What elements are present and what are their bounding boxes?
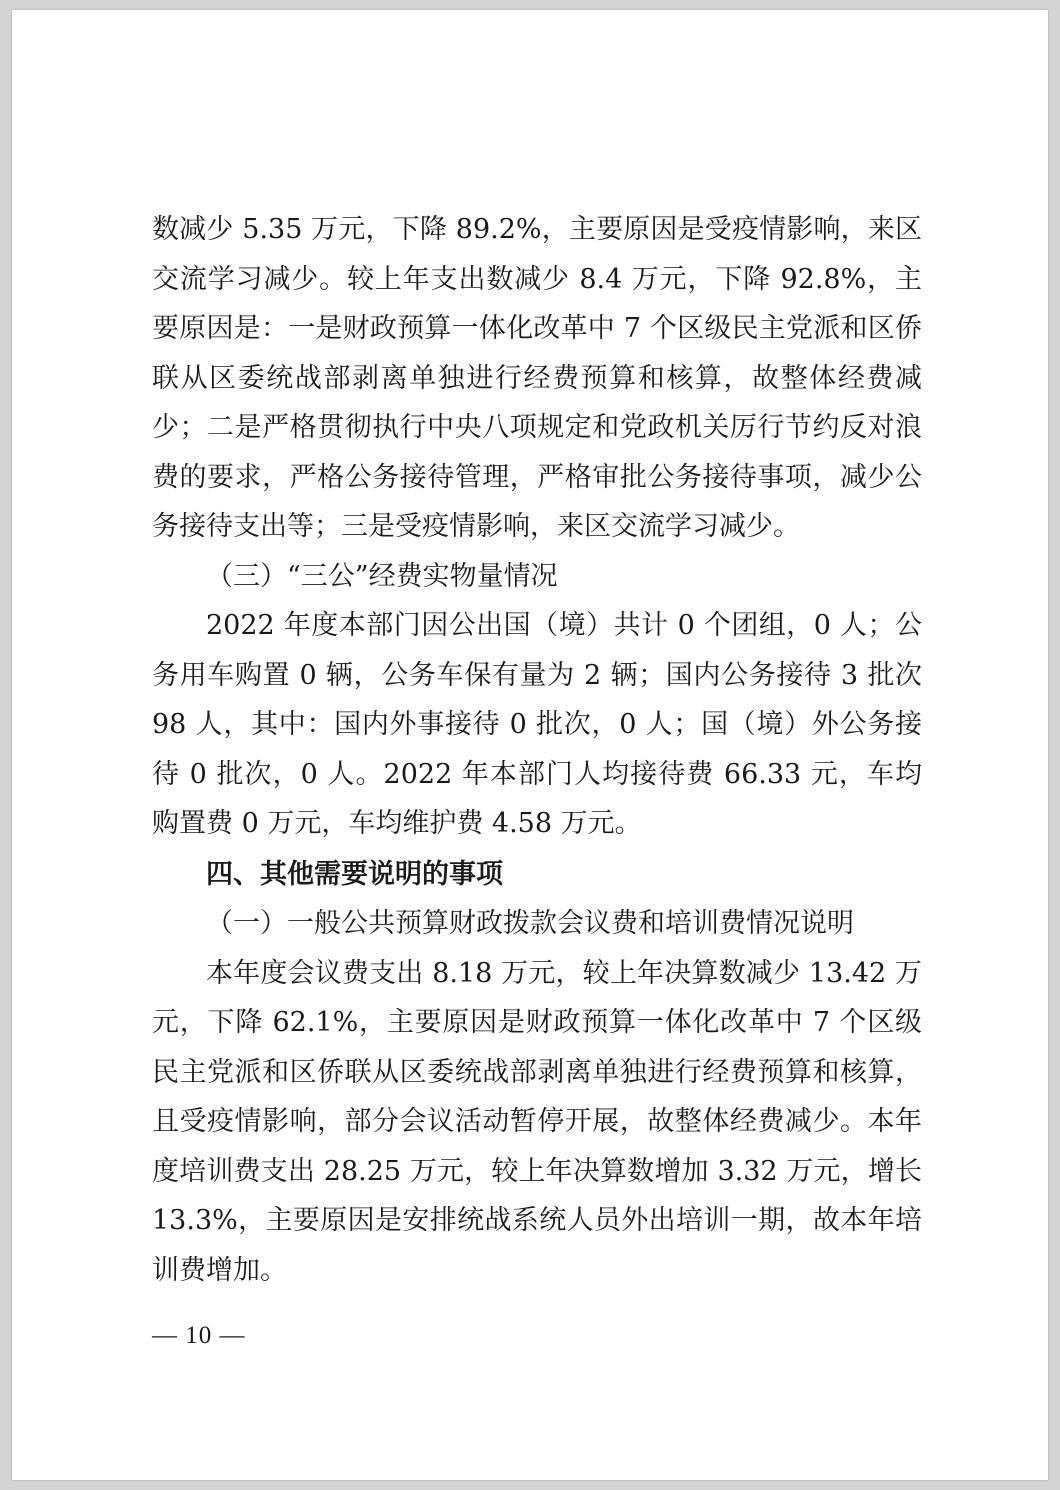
section-heading-other-matters: 四、其他需要说明的事项 (206, 858, 503, 890)
document-page (12, 10, 1048, 1480)
paragraph-three-public-expenses-reasons: 数减少 5.35 万元，下降 89.2%，主要原因是受疫情影响，来区交流学习减少。较上年支出数减少 8.4 万元，下降 92.8%，主要原因是：一是财政预算一体化改革中 7 个区级民主党派和区侨联从区委统战部剥离单独进行经费预算和核算，故整体经费减少；二是严格贯彻执行中央八项规定和党政机关厉行节约反对浪费的要求，严格公务接待管理，严格审批公务接待事项，减少公务接待支出等；三是受疫情影响，来区交流学习减少。 (152, 214, 922, 542)
subheading-three-public-physical-quantity: （三）“三公”经费实物量情况 (206, 560, 558, 592)
paragraph-meeting-training-details: 本年度会议费支出 8.18 万元，较上年决算数减少 13.42 万元，下降 62.1%，主要原因是财政预算一体化改革中 7 个区级民主党派和区侨联从区委统战部剥离单独进行经费预算和核算，且受疫情影响，部分会议活动暂停开展，故整体经费减少。本年度培训费支出 28.25 万元，较上年决算数增加 3.32 万元，增长 13.3%，主要原因是安排统战系统人员外出培训一期，故本年培训费增加。 (152, 957, 922, 1286)
subheading-meeting-training-fees: （一）一般公共预算财政拨款会议费和培训费情况说明 (206, 908, 854, 939)
document-body (152, 205, 922, 1295)
paragraph-physical-quantity-details: 2022 年度本部门因公出国（境）共计 0 个团组，0 人；公务用车购置 0 辆，公务车保有量为 2 辆；国内公务接待 3 批次 98 人，其中：国内外事接待 0 批次，0 人；国（境）外公务接待 0 批次，0 人。2022 年本部门人均接待费 66.33 元，车均购置费 0 万元，车均维护费 4.58 万元。 (152, 610, 922, 839)
page-number: — 10 — (152, 1322, 246, 1349)
